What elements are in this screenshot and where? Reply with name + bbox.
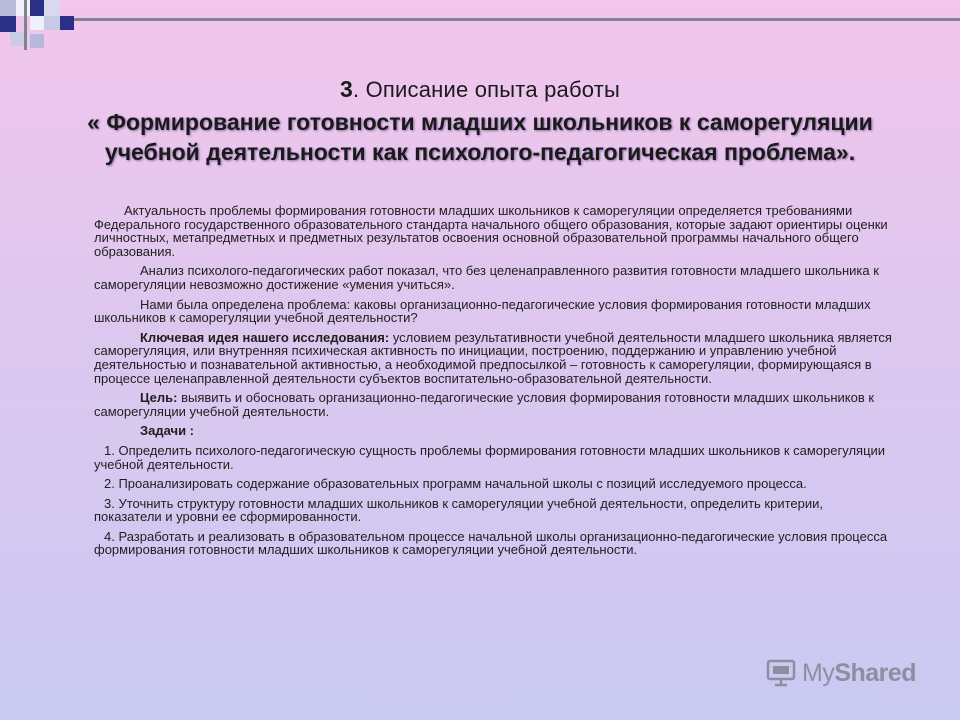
deco-square <box>16 0 30 16</box>
deco-horizontal-line <box>74 18 960 21</box>
goal-text: выявить и обосновать организационно-педагогические условия формирования готовности младших школьников к саморегуляции учебной деятельности. <box>94 390 875 419</box>
watermark-shared: Shared <box>834 658 917 687</box>
paragraph-relevance: Актуальность проблемы формирования готовности младших школьников к саморегуляции определяется требованиями Федерального государственного образовательного стандарта начального общего образования, которые задают ориентиры оценки личностных, метапредметных и предметных результатов освоения основной образовательной программы начального общего образования. <box>94 203 888 259</box>
paragraph-problem: Нами была определена проблема: каковы организационно-педагогические условия формирования готовности младших школьников к саморегуляции учебной деятельности? <box>94 296 871 326</box>
deco-vertical-line <box>24 0 27 50</box>
decorative-header <box>0 0 960 48</box>
slide-title <box>40 76 920 167</box>
slide-body <box>94 204 894 563</box>
paragraph-key-idea <box>94 331 894 385</box>
myshared-watermark <box>766 656 916 690</box>
deco-square <box>30 16 44 30</box>
task-item-2: 2. Проанализировать содержание образовательных программ начальной школы с позиций исследуемого процесса. <box>104 476 807 492</box>
deco-square <box>30 34 44 48</box>
presentation-icon <box>766 658 796 688</box>
deco-square <box>44 16 60 30</box>
paragraph-goal <box>94 391 894 418</box>
goal-label: Цель: <box>140 390 178 406</box>
deco-square <box>60 16 74 30</box>
task-item-1: 1. Определить психолого-педагогическую сущность проблемы формирования готовности младших школьников к саморегуляции учебной деятельности. <box>94 442 886 472</box>
title-line-1 <box>40 76 920 103</box>
title-line-1-text: . Описание опыта работы <box>352 77 620 102</box>
tasks-heading: Задачи : <box>140 423 195 439</box>
watermark-text <box>802 659 916 688</box>
key-idea-text: условием результативности учебной деятельности младшего школьника является саморегуляция, или внутренняя психическая активность по инициации, построению, поддержанию и управлению учебной деятельностью и познавательной активностью, а необходимой предпосылкой – готовность к саморегуляции, формирующаяся в процессе целенаправленной деятельности субъектов воспитательно-образовательной деятельности. <box>94 329 892 386</box>
key-idea-label: Ключевая идея нашего исследования: <box>140 329 390 345</box>
deco-square <box>44 0 60 16</box>
task-item-3: 3. Уточнить структуру готовности младших школьников к саморегуляции учебной деятельности, определить критерии, показатели и уровни ее сформированности. <box>94 495 824 525</box>
deco-square <box>0 16 16 32</box>
title-number: 3 <box>339 76 353 102</box>
paragraph-analysis: Анализ психолого-педагогических работ показал, что без целенаправленного развития готовности младшего школьника к саморегуляции невозможно достижение «умения учиться». <box>94 263 879 292</box>
task-item-4: 4. Разработать и реализовать в образовательном процессе начальной школы организационно-педагогические условия процесса формирования готовности младших школьников к саморегуляции учебной деятельности. <box>94 528 888 558</box>
watermark-my: My <box>802 658 835 687</box>
deco-square <box>30 0 44 16</box>
title-line-2: « Формирование готовности младших школьников к саморегуляции <box>87 109 873 135</box>
title-line-3: учебной деятельности как психолого-педагогическая проблема». <box>104 139 856 165</box>
deco-square <box>10 32 24 46</box>
deco-square <box>0 0 16 16</box>
